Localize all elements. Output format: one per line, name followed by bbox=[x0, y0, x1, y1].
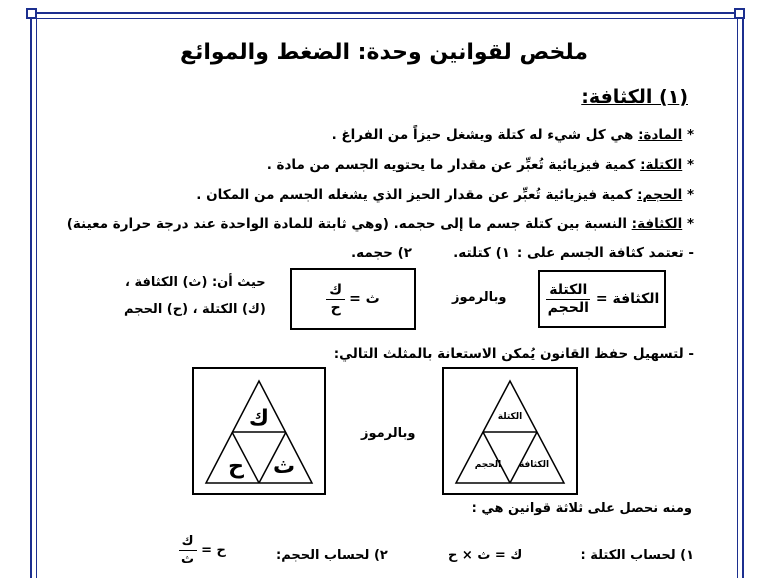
triangle-symbols-box bbox=[192, 367, 326, 495]
formula-words-numerator: الكتلة bbox=[546, 282, 590, 300]
triangle-symbols-bottom-right: ث bbox=[272, 454, 296, 479]
where-line-2: (ك) الكتلة ، (ح) الحجم bbox=[124, 302, 266, 317]
triangle-words-bottom-left: الحجم bbox=[474, 460, 502, 470]
formula-symbols-box bbox=[290, 268, 416, 330]
definition-matter bbox=[332, 127, 694, 143]
formula-symbols-lhs: ث = bbox=[349, 291, 380, 307]
page-title: ملخص لقوانين وحدة: الضغط والموائع bbox=[180, 40, 588, 65]
triangle-symbols-top: ك bbox=[248, 406, 270, 431]
law-mass-formula: ك = ث × ح bbox=[448, 548, 523, 563]
definition-term: المادة: bbox=[638, 127, 683, 143]
formula-words-box bbox=[538, 270, 666, 328]
law-volume-denominator: ث bbox=[181, 552, 195, 567]
law-volume-formula bbox=[178, 533, 226, 568]
bullet: * bbox=[686, 187, 694, 203]
depends-item-mass: ١) كتلته. bbox=[453, 245, 510, 261]
triangle-words-box bbox=[442, 367, 578, 495]
section-title: (١) الكثافة: bbox=[581, 86, 688, 108]
law-volume-numerator: ك bbox=[179, 533, 197, 551]
definition-text: كمية فيزيائية تُعبِّر عن مقدار الحيز الذي يشغله الجسم من المكان . bbox=[196, 187, 633, 203]
law-volume-label: ٢) لحساب الحجم: bbox=[276, 548, 388, 563]
bullet: * bbox=[686, 216, 694, 232]
formula-symbols-fraction bbox=[326, 282, 345, 317]
definition-density bbox=[67, 216, 694, 232]
formula-symbols-numerator: ك bbox=[326, 282, 345, 300]
law-mass-label: ١) لحساب الكتلة : bbox=[580, 548, 694, 563]
law-volume-lhs: ح = bbox=[201, 543, 226, 558]
bullet: * bbox=[686, 127, 694, 143]
definition-volume bbox=[196, 187, 694, 203]
symbols-label: وبالرموز bbox=[452, 290, 507, 305]
triangle-words-bottom-right: الكثافة bbox=[518, 460, 550, 470]
where-line-1: حيث أن: (ث) الكثافة ، bbox=[125, 275, 266, 290]
triangle-intro: - لتسهيل حفظ القانون يُمكن الاستعانة بالمثلث التالي: bbox=[333, 346, 694, 362]
triangle-symbols-bottom-left: ح bbox=[228, 454, 244, 479]
definition-text: هي كل شيء له كتلة ويشغل حيزاً من الفراغ . bbox=[331, 127, 634, 143]
density-depends-text: - تعتمد كثافة الجسم على : bbox=[516, 245, 694, 261]
laws-intro: ومنه نحصل على ثلاثة قوانين هي : bbox=[471, 501, 692, 516]
definition-mass bbox=[267, 157, 694, 173]
triangle-symbols-label: وبالرموز bbox=[361, 426, 416, 441]
definition-text: كمية فيزيائية تُعبِّر عن مقدار ما يحتويه الجسم من مادة . bbox=[266, 157, 636, 173]
triangle-symbols-figure bbox=[194, 369, 324, 493]
triangle-words-figure bbox=[444, 369, 576, 493]
definition-term: الحجم: bbox=[637, 187, 683, 203]
law-volume-fraction bbox=[178, 533, 197, 568]
definition-term: الكتلة: bbox=[640, 157, 683, 173]
definition-text: النسبة بين كتلة جسم ما إلى حجمه. (وهي ثابتة للمادة الواحدة عند درجة حرارة معينة) bbox=[66, 216, 627, 232]
depends-item-volume: ٢) حجمه. bbox=[351, 245, 412, 261]
formula-words-denominator: الحجم bbox=[547, 299, 589, 316]
border-corner-top-left bbox=[26, 8, 37, 19]
triangle-words-top: الكتلة bbox=[497, 412, 523, 422]
formula-words-fraction bbox=[545, 282, 592, 317]
definition-term: الكثافة: bbox=[631, 216, 683, 232]
border-corner-top-right bbox=[734, 8, 745, 19]
formula-words-lhs: الكثافة = bbox=[595, 291, 660, 307]
formula-symbols-denominator: ح bbox=[330, 299, 341, 316]
bullet: * bbox=[686, 157, 694, 173]
